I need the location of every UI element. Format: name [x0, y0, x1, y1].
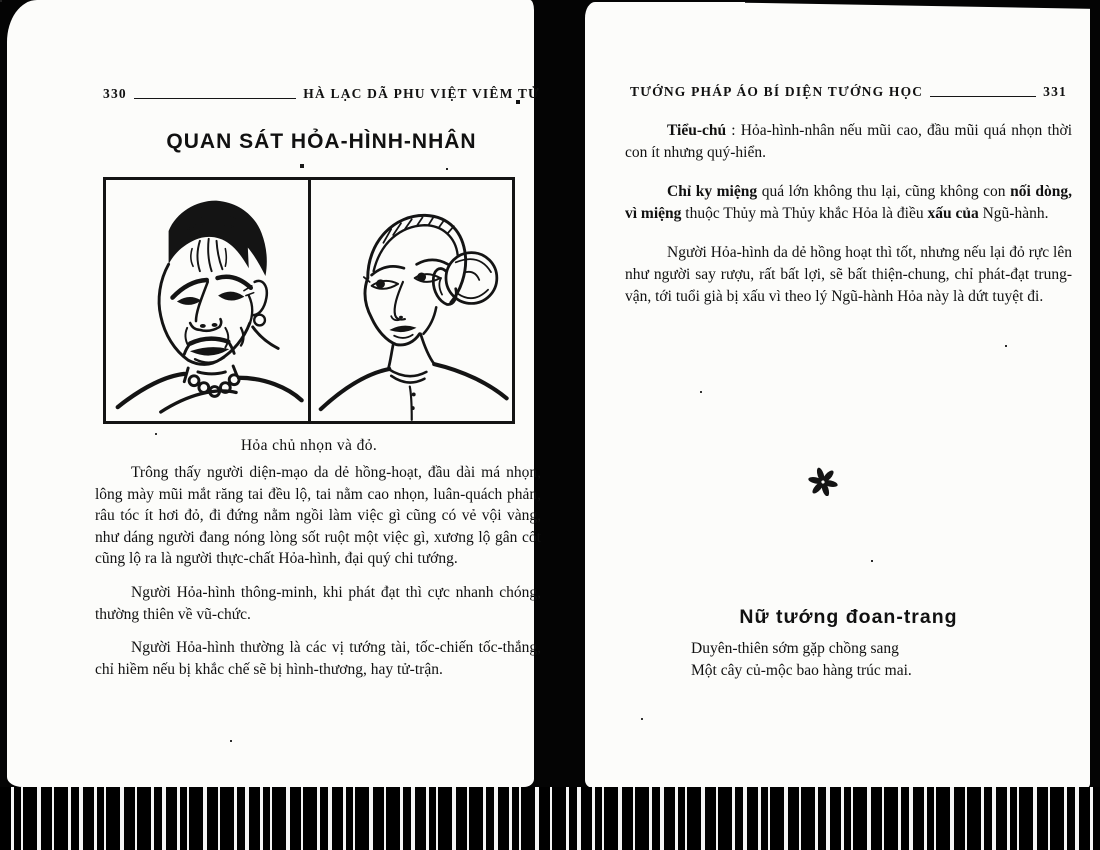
- paragraph: Người Hỏa-hình thông-minh, khi phát đạt thì cực nhanh chóng, thường thiên về vũ-chức.: [95, 583, 541, 623]
- nu-tuong-section: [625, 606, 1072, 681]
- paragraph-chi-ky: [625, 181, 1072, 224]
- tieu-chu-label: Tiểu-chú: [667, 122, 727, 139]
- nu-tuong-title: Nữ tướng đoan-trang: [739, 606, 958, 628]
- paragraph-tieu-chu: [625, 120, 1072, 163]
- book-fore-edge-stripes: [0, 787, 1100, 850]
- left-page-header: [103, 86, 540, 102]
- tieu-chu-separator: :: [726, 122, 741, 139]
- tieu-chu-text: Hỏa-hình-nhân nếu mũi cao, đầu mũi quá nhọn thời con ít nhưng quý-hiển.: [625, 122, 1073, 161]
- verse-line: Một cây củ-mộc bao hàng trúc mai.: [691, 661, 912, 679]
- right-page-number: 331: [1043, 84, 1067, 99]
- paragraph: Người Hỏa-hình thường là các vị tướng tài, tốc-chiến tốc-thắng, chỉ hiềm nếu bị khắc chế sẽ bị hình-thương, hay tử-trận.: [95, 639, 541, 678]
- header-rule: [134, 98, 296, 99]
- right-page-header: [630, 84, 1067, 100]
- chi-ky-text2: thuộc Thủy mà Thủy khắc Hỏa là điều: [681, 204, 928, 222]
- header-rule: [930, 96, 1036, 97]
- paragraph: Người Hỏa-hình da dẻ hồng hoạt thì tốt, nhưng nếu lại đỏ rực lên như người say rượu, rất bất lợi, sẽ bất thiện-chung, chỉ phát-đạt trung-vận, tới tuổi già bị xấu vì theo lý Ngũ-hành Hỏa này là dứt tuyệt đi.: [625, 244, 1072, 305]
- right-running-title: TƯỚNG PHÁP ÁO BÍ DIỆN TƯỚNG HỌC: [630, 84, 924, 99]
- female-face-illustration: [311, 180, 513, 421]
- flower-ornament-icon: [808, 466, 838, 496]
- male-face-illustration: [106, 180, 311, 421]
- male-face-drawing-icon: [106, 180, 308, 421]
- chi-ky-text1: quá lớn không thu lại, cũng không con: [757, 183, 1011, 201]
- figure-caption: Hỏa chủ nhọn và đỏ.: [240, 437, 378, 454]
- left-running-title: HÀ LẠC DÃ PHU VIỆT VIÊM TỬ: [303, 86, 540, 101]
- face-figure: [103, 177, 515, 424]
- scan-noise: [0, 0, 2, 2]
- female-face-drawing-icon: [311, 180, 513, 421]
- left-page-body: [95, 462, 541, 692]
- paragraph: Trông thấy người diện-mạo da dẻ hồng-hoạt, đầu dài má nhọn, lông mày mũi mắt răng tai đều lộ, tai nằm cao nhọn, luân-quách phản, râu tóc ít hơi đỏ, đi đứng nằm ngồi làm việc gì cũng có vẻ vội vàng, như dáng người đang nóng lòng sốt ruột một việc gì, xương lộ gân cốt cũng lộ ra là người thực-chất Hỏa-hình, đại quý chi tướng.: [95, 464, 541, 568]
- right-page-body: [625, 120, 1072, 325]
- chi-ky-bold3: xấu của: [927, 204, 979, 222]
- chi-ky-bold2: nối dòng, vì miệng: [625, 183, 1072, 222]
- chi-ky-bold1: Chỉ ky miệng: [667, 183, 758, 201]
- chi-ky-text3: Ngũ-hành.: [978, 204, 1049, 222]
- section-title: QUAN SÁT HỎA-HÌNH-NHÂN: [166, 130, 477, 153]
- left-page-number: 330: [103, 86, 127, 101]
- verse: [625, 638, 1072, 681]
- verse-line: Duyên-thiên sớm gặp chồng sang: [691, 640, 899, 657]
